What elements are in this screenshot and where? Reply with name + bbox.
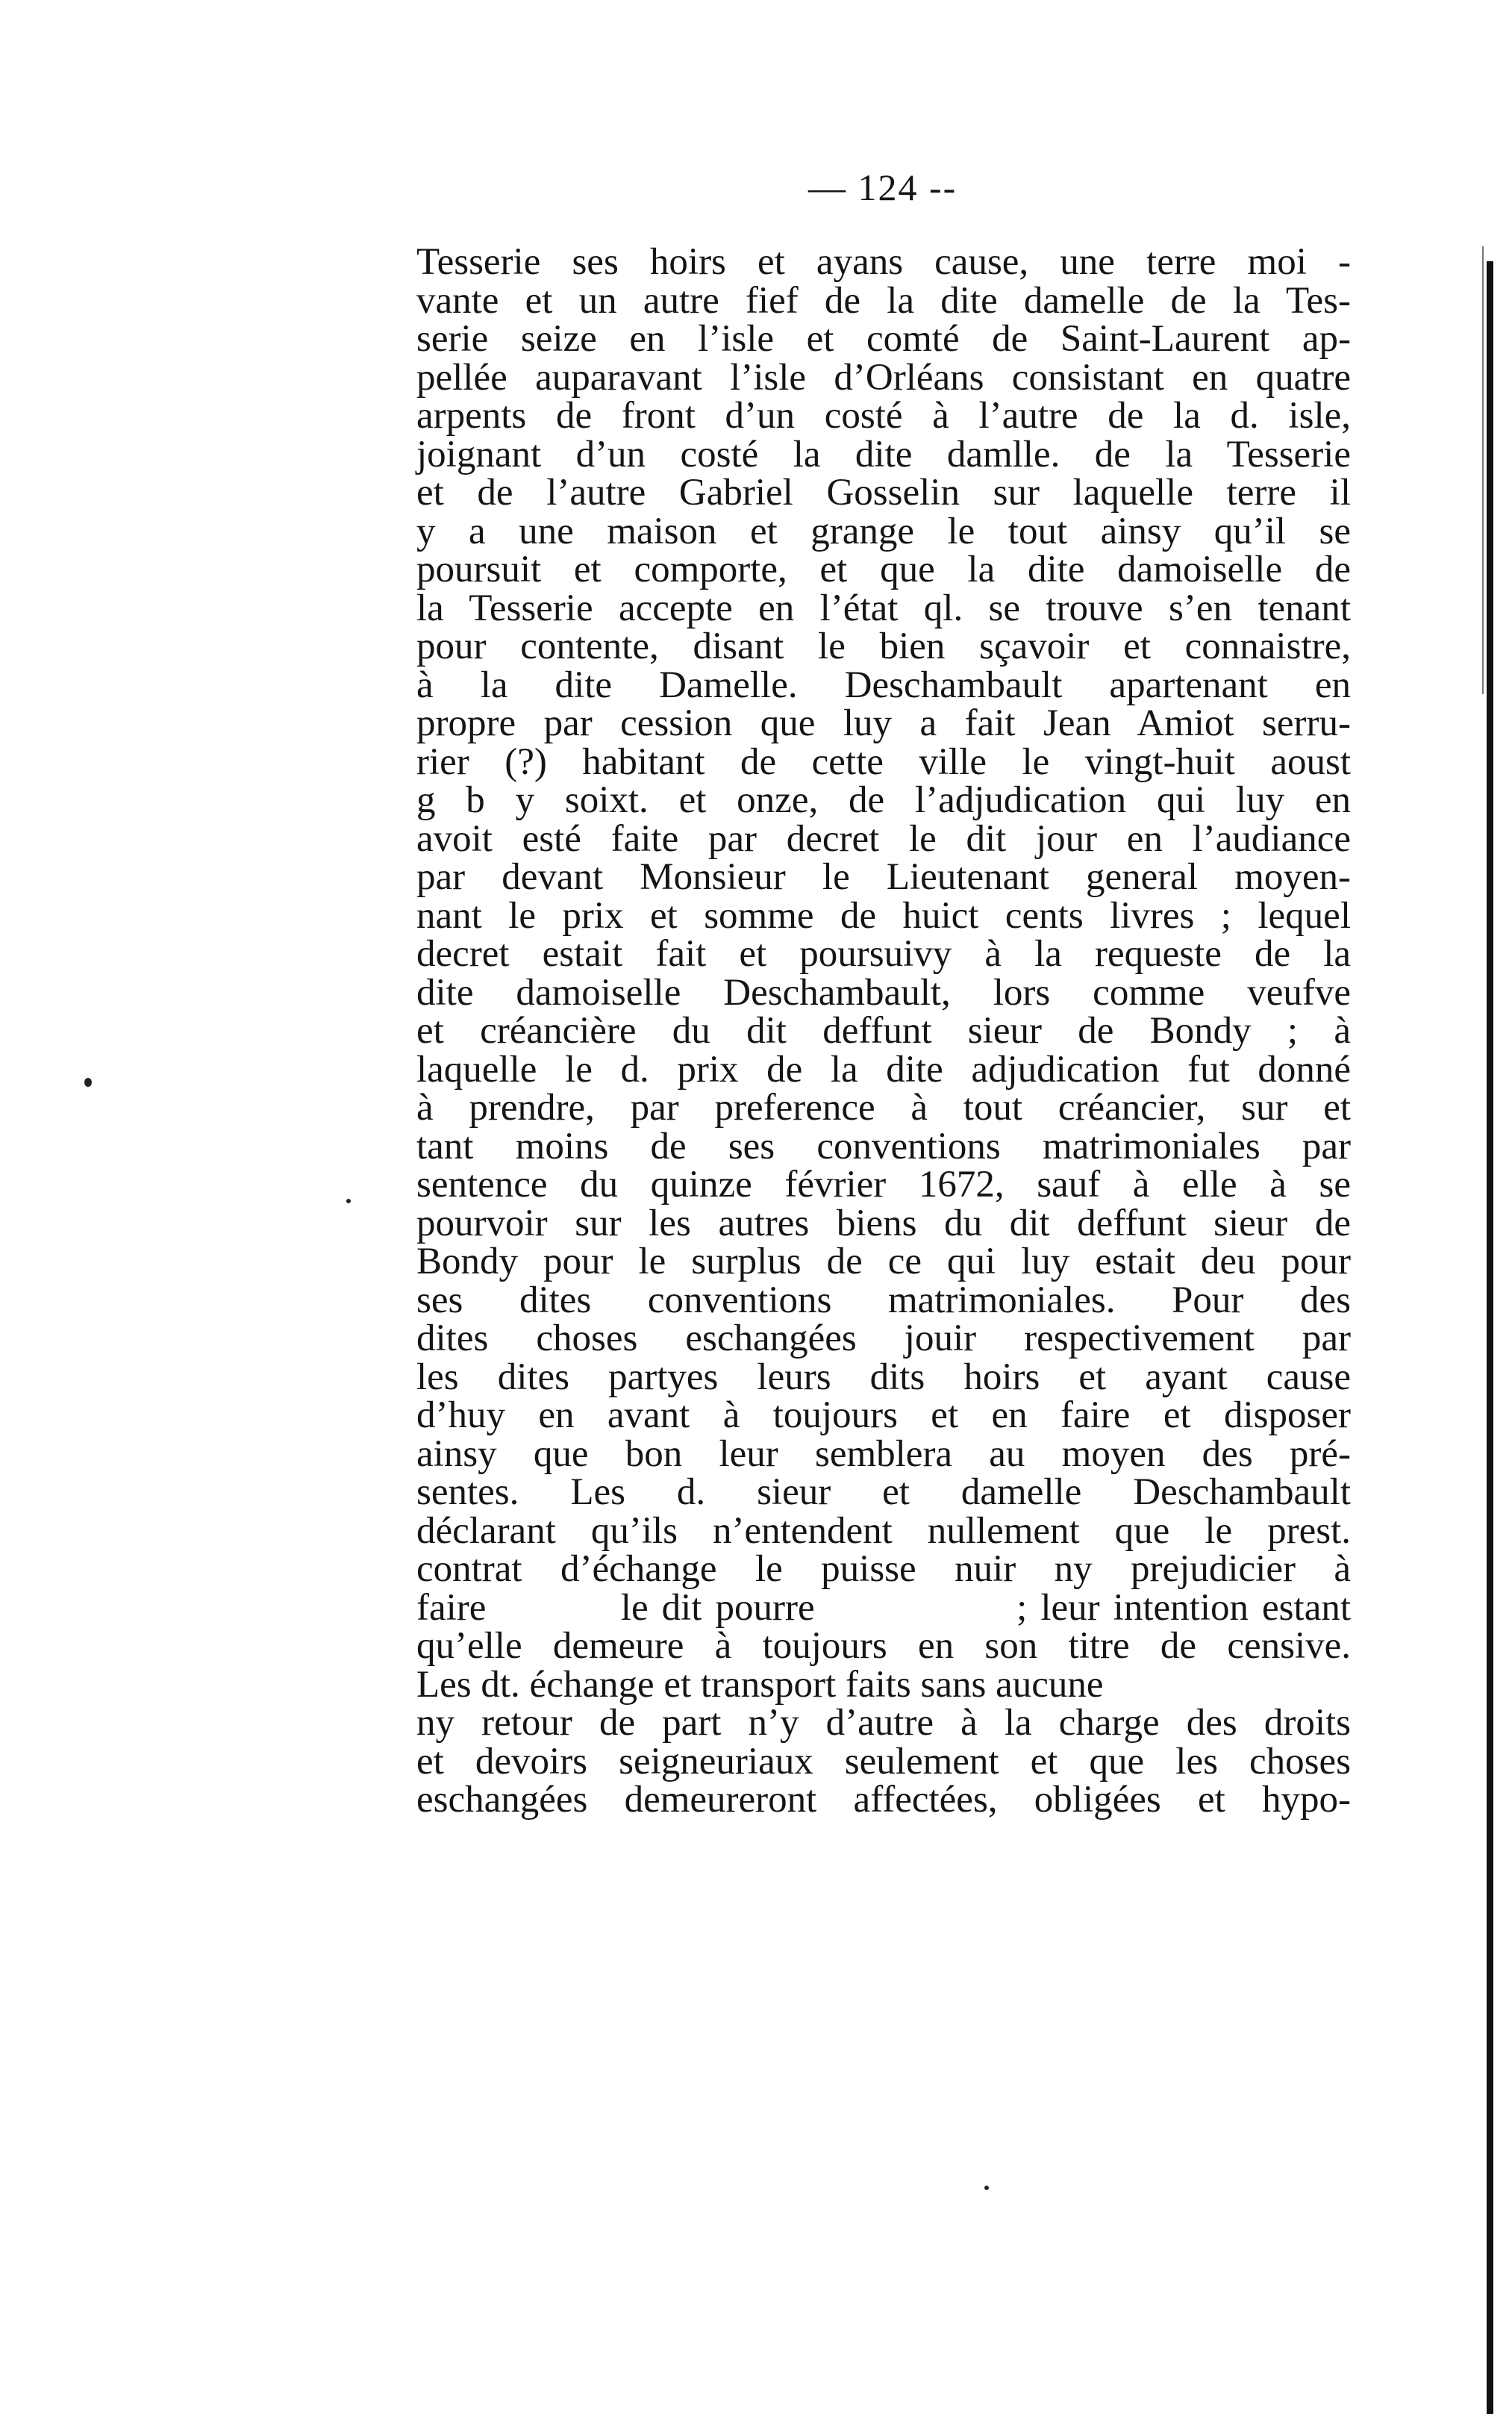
body-text: [416, 243, 1351, 1820]
text-line: pour contente, disant le bien sçavoir et connaistre,: [416, 626, 1351, 667]
text-line: arpents de front d’un costé à l’autre de la d. isle,: [416, 395, 1351, 437]
text-line: et devoirs seigneuriaux seulement et que les choses: [416, 1740, 1351, 1783]
text-line: les dites partyes leurs dits hoirs et ayant cause: [416, 1356, 1351, 1398]
text-line: à la dite Damelle. Deschambault apartenant en: [416, 664, 1351, 706]
text-line: eschangées demeureront affectées, obligées et hypo-: [416, 1779, 1351, 1821]
text-line: laquelle le d. prix de la dite adjudication fut donné: [416, 1048, 1351, 1091]
text-line: pourvoir sur les autres biens du dit deffunt sieur de: [416, 1202, 1351, 1244]
text-line: déclarant qu’ils n’entendent nullement que le prest.: [416, 1509, 1351, 1552]
text-line: et créancière du dit deffunt sieur de Bondy ; à: [416, 1010, 1351, 1052]
text-line: sentes. Les d. sieur et damelle Deschambault: [416, 1471, 1351, 1513]
text-line: rier (?) habitant de cette ville le vingt-huit aoust: [416, 740, 1351, 783]
text-line: sentence du quinze février 1672, sauf à elle à se: [416, 1164, 1351, 1206]
text-line: serie seize en l’isle et comté de Saint-Laurent ap-: [416, 318, 1351, 360]
text-line: faire le dit pourre ; leur intention estant: [416, 1586, 1351, 1629]
text-line: ny retour de part n’y d’autre à la charge des droits: [416, 1702, 1351, 1744]
margin-speck: [346, 1199, 351, 1203]
text-line: pellée auparavant l’isle d’Orléans consistant en quatre: [416, 356, 1351, 399]
text-line: g b y soixt. et onze, de l’adjudication qui luy en: [416, 779, 1351, 821]
text-line: Bondy pour le surplus de ce qui luy estait deu pour: [416, 1241, 1351, 1282]
margin-speck: [84, 1078, 92, 1087]
text-line: contrat d’échange le puisse nuir ny prejudicier à: [416, 1548, 1351, 1590]
text-line: d’huy en avant à toujours et en faire et disposer: [416, 1394, 1351, 1436]
text-line: poursuit et comporte, et que la dite damoiselle de: [416, 549, 1351, 590]
text-line: propre par cession que luy a fait Jean Amiot serru-: [416, 702, 1351, 744]
scan-edge-shadow: [1482, 246, 1484, 694]
text-line: vante et un autre fief de la dite damelle de la Tes-: [416, 279, 1351, 322]
scan-edge-border: [1487, 261, 1493, 2414]
text-line: decret estait fait et poursuivy à la requeste de la: [416, 933, 1351, 975]
text-line: joignant d’un costé la dite damlle. de la Tesserie: [416, 433, 1351, 475]
text-line: dites choses eschangées jouir respectivement par: [416, 1317, 1351, 1359]
text-line: la Tesserie accepte en l’état ql. se trouve s’en tenant: [416, 587, 1351, 629]
page-number: — 124 --: [808, 166, 958, 208]
margin-speck: [984, 2186, 989, 2190]
text-line: ainsy que bon leur semblera au moyen des pré-: [416, 1432, 1351, 1475]
text-line: tant moins de ses conventions matrimoniales par: [416, 1125, 1351, 1167]
text-line: Tesserie ses hoirs et ayans cause, une terre moi -: [416, 241, 1351, 283]
text-line: dite damoiselle Deschambault, lors comme veufve: [416, 971, 1351, 1014]
text-line: nant le prix et somme de huict cents livres ; lequel: [416, 894, 1351, 937]
text-line: par devant Monsieur le Lieutenant general moyen-: [416, 856, 1351, 898]
text-line: ses dites conventions matrimoniales. Pour des: [416, 1279, 1351, 1321]
text-line: avoit esté faite par decret le dit jour en l’audiance: [416, 817, 1351, 860]
text-line: y a une maison et grange le tout ainsy qu’il se: [416, 510, 1351, 552]
text-line: qu’elle demeure à toujours en son titre de censive.: [416, 1625, 1351, 1667]
text-line: et de l’autre Gabriel Gosselin sur laquelle terre il: [416, 472, 1351, 514]
text-line: Les dt. échange et transport faits sans aucune: [416, 1663, 1104, 1706]
text-line: à prendre, par preference à tout créancier, sur et: [416, 1087, 1351, 1129]
